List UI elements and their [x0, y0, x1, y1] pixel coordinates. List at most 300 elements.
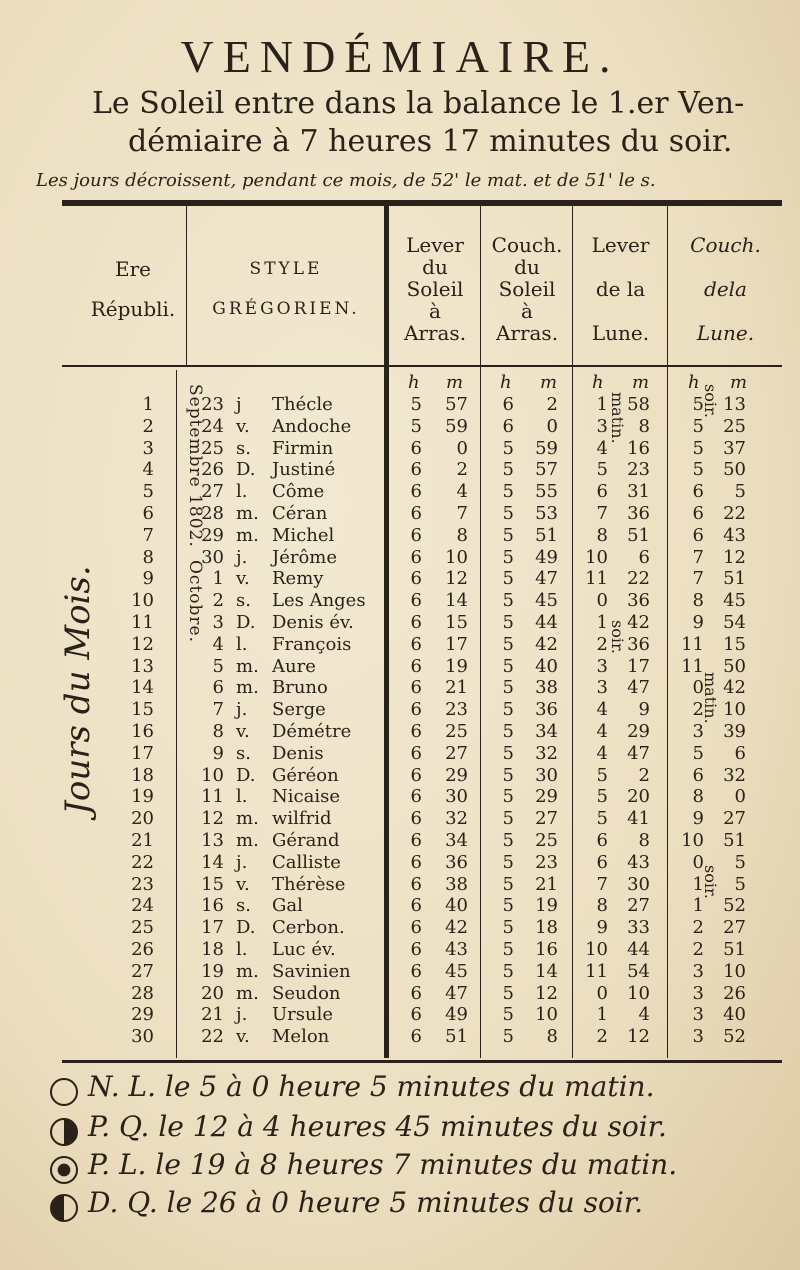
cell-csh: 5	[502, 873, 514, 895]
cell-lsh: 6	[410, 590, 422, 612]
cell-clh: 9	[692, 808, 704, 830]
cell-lsh: 5	[410, 415, 422, 437]
cell-d: 4	[142, 459, 154, 481]
cell-clh: 6	[692, 481, 704, 503]
cell-g: 29	[201, 524, 224, 546]
cell-s: Savinien	[272, 960, 351, 982]
cell-csm: 59	[535, 437, 558, 459]
cell-csh: 5	[502, 568, 514, 590]
cell-csm: 10	[535, 1004, 558, 1026]
cell-lsm: 59	[445, 415, 468, 437]
cell-g: 20	[201, 982, 224, 1004]
new-moon-icon	[50, 1078, 78, 1106]
top-rule	[62, 200, 782, 206]
cell-s: Jérôme	[272, 546, 338, 568]
cell-llm: 43	[627, 851, 650, 873]
cell-csh: 5	[502, 960, 514, 982]
moon-note-couch-matin: matin.	[701, 672, 720, 724]
cell-lsm: 25	[445, 721, 468, 742]
cell-llh: 8	[596, 895, 608, 917]
cell-clh: 5	[692, 742, 704, 764]
header-style-line-1: STYLE	[249, 259, 323, 279]
cell-lsh: 6	[410, 633, 422, 655]
cell-lsh: 6	[410, 721, 422, 742]
cell-clh: 5	[692, 394, 704, 415]
cell-llh: 3	[596, 415, 608, 437]
cell-s: François	[272, 633, 352, 655]
cell-clm: 52	[723, 895, 746, 917]
cell-g: 5	[212, 655, 224, 677]
cell-clm: 45	[723, 590, 746, 612]
cell-csh: 5	[502, 590, 514, 612]
cell-csm: 53	[535, 503, 558, 524]
cell-clh: 1	[692, 895, 704, 917]
cell-csh: 5	[502, 895, 514, 917]
cell-llm: 47	[627, 677, 650, 699]
cell-llh: 3	[596, 677, 608, 699]
cell-clh: 10	[681, 830, 704, 851]
cell-csh: 6	[502, 415, 514, 437]
h-ll-2: de la	[595, 277, 646, 301]
cell-d: 11	[131, 612, 154, 633]
cell-s: Serge	[272, 699, 326, 721]
intro-line-2: démiaire à 7 heures 17 minutes du soir.	[128, 124, 733, 159]
cell-g: 27	[201, 481, 224, 503]
cell-llm: 29	[627, 721, 650, 742]
cell-llm: 9	[638, 699, 650, 721]
col-rule-3	[480, 206, 481, 1058]
cell-lsm: 17	[445, 633, 468, 655]
cell-g: 28	[201, 503, 224, 524]
cell-csh: 5	[502, 655, 514, 677]
last-quarter-icon	[50, 1194, 78, 1222]
cell-w: v.	[236, 568, 250, 590]
h-ls-3: Soleil	[406, 277, 464, 301]
cell-csm: 0	[546, 415, 558, 437]
cell-llm: 36	[627, 590, 650, 612]
cell-clm: 32	[723, 764, 746, 786]
cell-llh: 4	[596, 699, 608, 721]
cell-csh: 5	[502, 808, 514, 830]
cell-llm: 23	[627, 459, 650, 481]
cell-lsh: 6	[410, 1026, 422, 1048]
cell-llh: 11	[585, 568, 608, 590]
cell-s: Melon	[272, 1026, 330, 1048]
cell-clm: 51	[723, 939, 746, 960]
cell-clh: 6	[692, 503, 704, 524]
cell-llh: 1	[596, 612, 608, 633]
cell-d: 25	[131, 917, 154, 939]
intro-line-1: Le Soleil entre dans la balance le 1.er Ven-	[92, 86, 745, 121]
cell-w: j.	[236, 699, 248, 721]
unit-cs-m: m	[540, 372, 558, 393]
cell-lsh: 6	[410, 939, 422, 960]
cell-csh: 5	[502, 633, 514, 655]
cell-d: 8	[142, 546, 154, 568]
cell-d: 2	[142, 415, 154, 437]
cell-llh: 2	[596, 1026, 608, 1048]
cell-csh: 5	[502, 1004, 514, 1026]
cell-csh: 5	[502, 939, 514, 960]
cell-csm: 57	[535, 459, 558, 481]
cell-lsm: 14	[445, 590, 468, 612]
cell-clh: 8	[692, 786, 704, 808]
cell-llm: 51	[627, 524, 650, 546]
cell-llh: 8	[596, 524, 608, 546]
h-cl-3: Lune.	[696, 321, 755, 345]
col-rule-1b	[176, 370, 177, 1058]
cell-lsh: 6	[410, 612, 422, 633]
cell-w: m.	[236, 960, 259, 982]
header-style-line-2: GRÉGORIEN.	[212, 299, 360, 319]
cell-g: 4	[212, 633, 224, 655]
cell-w: v.	[236, 721, 250, 742]
cell-lsh: 6	[410, 895, 422, 917]
cell-d: 18	[131, 764, 154, 786]
cell-g: 22	[201, 1026, 224, 1048]
cell-lsm: 43	[445, 939, 468, 960]
cell-llh: 5	[596, 459, 608, 481]
cell-clh: 0	[692, 677, 704, 699]
cell-g: 1	[212, 568, 224, 590]
cell-clh: 3	[692, 1004, 704, 1026]
phase-first-quarter: P. Q. le 12 à 4 heures 45 minutes du soir.	[88, 1110, 667, 1143]
cell-w: l.	[236, 481, 248, 503]
cell-g: 26	[201, 459, 224, 481]
cell-d: 10	[131, 590, 154, 612]
col-rule-5	[667, 206, 668, 1058]
cell-lsm: 38	[445, 873, 468, 895]
cell-csh: 5	[502, 546, 514, 568]
cell-clh: 11	[681, 633, 704, 655]
h-cs-5: Arras.	[495, 321, 559, 345]
cell-w: s.	[236, 742, 251, 764]
cell-csh: 5	[502, 917, 514, 939]
cell-llm: 4	[638, 1004, 650, 1026]
cell-lsm: 12	[445, 568, 468, 590]
cell-lsm: 40	[445, 895, 468, 917]
phase-last-quarter: D. Q. le 26 à 0 heure 5 minutes du soir.	[88, 1186, 643, 1219]
cell-csh: 5	[502, 721, 514, 742]
cell-d: 20	[131, 808, 154, 830]
cell-s: Nicaise	[272, 786, 340, 808]
cell-clm: 43	[723, 524, 746, 546]
cell-s: Justiné	[272, 459, 336, 481]
cell-s: Bruno	[272, 677, 328, 699]
cell-llm: 17	[627, 655, 650, 677]
cell-csm: 21	[535, 873, 558, 895]
cell-clh: 0	[692, 851, 704, 873]
cell-s: Ursule	[272, 1004, 334, 1026]
cell-g: 17	[201, 917, 224, 939]
cell-csh: 5	[502, 459, 514, 481]
cell-csm: 14	[535, 960, 558, 982]
cell-lsm: 29	[445, 764, 468, 786]
cell-w: s.	[236, 590, 251, 612]
moon-note-couch-soir-2: soir.	[701, 865, 720, 899]
cell-s: Denis év.	[272, 612, 354, 633]
cell-clm: 22	[723, 503, 746, 524]
cell-lsh: 6	[410, 764, 422, 786]
cell-lsm: 21	[445, 677, 468, 699]
cell-d: 21	[131, 830, 154, 851]
cell-lsm: 57	[445, 394, 468, 415]
cell-clh: 9	[692, 612, 704, 633]
h-ll-1: Lever	[591, 233, 650, 257]
cell-lsm: 51	[445, 1026, 468, 1048]
cell-llh: 3	[596, 655, 608, 677]
cell-s: Michel	[272, 524, 335, 546]
cell-llm: 6	[638, 546, 650, 568]
cell-csh: 5	[502, 851, 514, 873]
cell-csm: 29	[535, 786, 558, 808]
cell-lsh: 6	[410, 568, 422, 590]
cell-csm: 36	[535, 699, 558, 721]
h-cs-4: à	[521, 299, 533, 323]
cell-s: Calliste	[272, 851, 341, 873]
cell-lsm: 34	[445, 830, 468, 851]
cell-d: 9	[142, 568, 154, 590]
cell-s: Gérand	[272, 830, 340, 851]
cell-csm: 38	[535, 677, 558, 699]
cell-csm: 25	[535, 830, 558, 851]
cell-d: 3	[142, 437, 154, 459]
h-cs-3: Soleil	[498, 277, 556, 301]
cell-csm: 30	[535, 764, 558, 786]
phase-full-moon: P. L. le 19 à 8 heures 7 minutes du matin.	[88, 1148, 678, 1181]
cell-lsm: 15	[445, 612, 468, 633]
cell-llm: 42	[627, 612, 650, 633]
cell-csh: 5	[502, 524, 514, 546]
cell-llh: 4	[596, 721, 608, 742]
cell-clm: 0	[734, 786, 746, 808]
cell-clh: 2	[692, 939, 704, 960]
cell-g: 11	[201, 786, 224, 808]
cell-lsh: 6	[410, 699, 422, 721]
cell-w: j.	[236, 851, 248, 873]
cell-w: l.	[236, 633, 248, 655]
cell-d: 15	[131, 699, 154, 721]
cell-csh: 5	[502, 764, 514, 786]
cell-lsh: 6	[410, 960, 422, 982]
cell-csh: 6	[502, 394, 514, 415]
cell-lsm: 45	[445, 960, 468, 982]
cell-clh: 11	[681, 655, 704, 677]
cell-clh: 7	[692, 546, 704, 568]
cell-s: Céran	[272, 503, 328, 524]
cell-llh: 5	[596, 808, 608, 830]
cell-clm: 25	[723, 415, 746, 437]
cell-g: 12	[201, 808, 224, 830]
page-title: VENDÉMIAIRE.	[180, 31, 620, 82]
cell-g: 2	[212, 590, 224, 612]
cell-lsm: 36	[445, 851, 468, 873]
cell-w: v.	[236, 1026, 250, 1048]
cell-lsh: 6	[410, 873, 422, 895]
cell-llh: 4	[596, 742, 608, 764]
cell-w: D.	[236, 917, 256, 939]
cell-llm: 16	[627, 437, 650, 459]
cell-clh: 8	[692, 590, 704, 612]
cell-lsh: 6	[410, 437, 422, 459]
cell-csm: 8	[546, 1026, 558, 1048]
cell-llm: 47	[627, 742, 650, 764]
cell-llh: 10	[585, 546, 608, 568]
cell-g: 21	[201, 1004, 224, 1026]
cell-csm: 2	[546, 394, 558, 415]
cell-g: 23	[201, 394, 224, 415]
cell-w: m.	[236, 830, 259, 851]
cell-lsh: 6	[410, 481, 422, 503]
cell-lsh: 6	[410, 786, 422, 808]
cell-csm: 40	[535, 655, 558, 677]
cell-d: 14	[131, 677, 154, 699]
cell-w: l.	[236, 939, 248, 960]
cell-g: 19	[201, 960, 224, 982]
cell-lsm: 47	[445, 982, 468, 1004]
cell-g: 14	[201, 851, 224, 873]
cell-llm: 30	[627, 873, 650, 895]
cell-clm: 15	[723, 633, 746, 655]
h-cs-2: du	[514, 255, 540, 279]
cell-clm: 50	[723, 459, 746, 481]
cell-clm: 27	[723, 917, 746, 939]
cell-llm: 10	[627, 982, 650, 1004]
cell-csm: 16	[535, 939, 558, 960]
unit-ls-m: m	[446, 372, 464, 393]
cell-clh: 3	[692, 982, 704, 1004]
header-style	[188, 258, 384, 320]
cell-llh: 0	[596, 982, 608, 1004]
cell-clm: 27	[723, 808, 746, 830]
cell-llh: 9	[596, 917, 608, 939]
cell-clm: 10	[723, 699, 746, 721]
h-cs-1: Couch.	[491, 233, 563, 257]
cell-clh: 2	[692, 917, 704, 939]
unit-ll-m: m	[632, 372, 650, 393]
cell-s: Luc év.	[272, 939, 336, 960]
cell-d: 17	[131, 742, 154, 764]
cell-w: l.	[236, 786, 248, 808]
table-bottom-rule	[62, 1060, 782, 1063]
month-label-september: Septembre 1802.	[185, 384, 205, 548]
moon-note-lever-matin: matin.	[608, 392, 627, 444]
cell-llh: 6	[596, 481, 608, 503]
cell-clm: 5	[734, 851, 746, 873]
cell-lsh: 6	[410, 546, 422, 568]
cell-d: 29	[131, 1004, 154, 1026]
cell-g: 15	[201, 873, 224, 895]
moon-note-lever-soir: soir.	[608, 620, 627, 654]
cell-w: v.	[236, 873, 250, 895]
cell-d: 30	[131, 1026, 154, 1048]
cell-w: j.	[236, 1004, 248, 1026]
cell-llh: 4	[596, 437, 608, 459]
cell-lsm: 49	[445, 1004, 468, 1026]
cell-llm: 33	[627, 917, 650, 939]
cell-s: Remy	[272, 568, 324, 590]
cell-csm: 19	[535, 895, 558, 917]
cell-g: 18	[201, 939, 224, 960]
cell-llh: 1	[596, 394, 608, 415]
cell-clm: 12	[723, 546, 746, 568]
cell-llh: 6	[596, 851, 608, 873]
cell-w: m.	[236, 677, 259, 699]
h-ls-2: du	[422, 255, 448, 279]
cell-csm: 18	[535, 917, 558, 939]
cell-clm: 13	[723, 394, 746, 415]
cell-s: Aure	[272, 655, 316, 677]
cell-d: 1	[142, 394, 154, 415]
phase-new-moon: N. L. le 5 à 0 heure 5 minutes du matin.	[88, 1070, 655, 1103]
cell-csm: 47	[535, 568, 558, 590]
cell-llm: 58	[627, 394, 650, 415]
moon-note-couch-soir-1: soir.	[701, 384, 720, 418]
cell-lsm: 27	[445, 742, 468, 764]
cell-lsm: 0	[456, 437, 468, 459]
cell-s: Denis	[272, 742, 324, 764]
cell-lsm: 42	[445, 917, 468, 939]
cell-w: s.	[236, 895, 251, 917]
cell-csm: 49	[535, 546, 558, 568]
cell-d: 24	[131, 895, 154, 917]
cell-llh: 5	[596, 786, 608, 808]
cell-s: Seudon	[272, 982, 341, 1004]
cell-clm: 39	[723, 721, 746, 742]
cell-csh: 5	[502, 742, 514, 764]
header-lever-lune	[574, 234, 667, 344]
cell-csh: 5	[502, 481, 514, 503]
cell-lsh: 6	[410, 808, 422, 830]
cell-clm: 5	[734, 481, 746, 503]
cell-w: m.	[236, 808, 259, 830]
cell-csh: 5	[502, 982, 514, 1004]
cell-llh: 7	[596, 873, 608, 895]
cell-clh: 5	[692, 459, 704, 481]
cell-g: 8	[212, 721, 224, 742]
cell-lsh: 6	[410, 917, 422, 939]
cell-s: Firmin	[272, 437, 334, 459]
cell-llm: 54	[627, 960, 650, 982]
cell-w: D.	[236, 764, 256, 786]
cell-llm: 41	[627, 808, 650, 830]
header-ere-line-2: Républi.	[90, 297, 176, 321]
cell-clh: 5	[692, 437, 704, 459]
header-couch-lune	[669, 234, 782, 344]
cell-csm: 45	[535, 590, 558, 612]
cell-clm: 42	[723, 677, 746, 699]
unit-ll-h: h	[592, 372, 604, 393]
cell-csh: 5	[502, 437, 514, 459]
cell-g: 24	[201, 415, 224, 437]
cell-csm: 44	[535, 612, 558, 633]
cell-lsm: 4	[456, 481, 468, 503]
cell-lsh: 6	[410, 677, 422, 699]
cell-lsh: 6	[410, 503, 422, 524]
cell-g: 13	[201, 830, 224, 851]
header-bottom-rule	[62, 365, 782, 367]
month-label-october: Octobre.	[185, 560, 205, 643]
cell-clm: 54	[723, 612, 746, 633]
cell-llh: 10	[585, 939, 608, 960]
cell-llh: 1	[596, 1004, 608, 1026]
cell-csh: 5	[502, 1026, 514, 1048]
cell-lsm: 10	[445, 546, 468, 568]
cell-llm: 22	[627, 568, 650, 590]
cell-s: Gal	[272, 895, 303, 917]
cell-lsm: 19	[445, 655, 468, 677]
cell-w: m.	[236, 524, 259, 546]
